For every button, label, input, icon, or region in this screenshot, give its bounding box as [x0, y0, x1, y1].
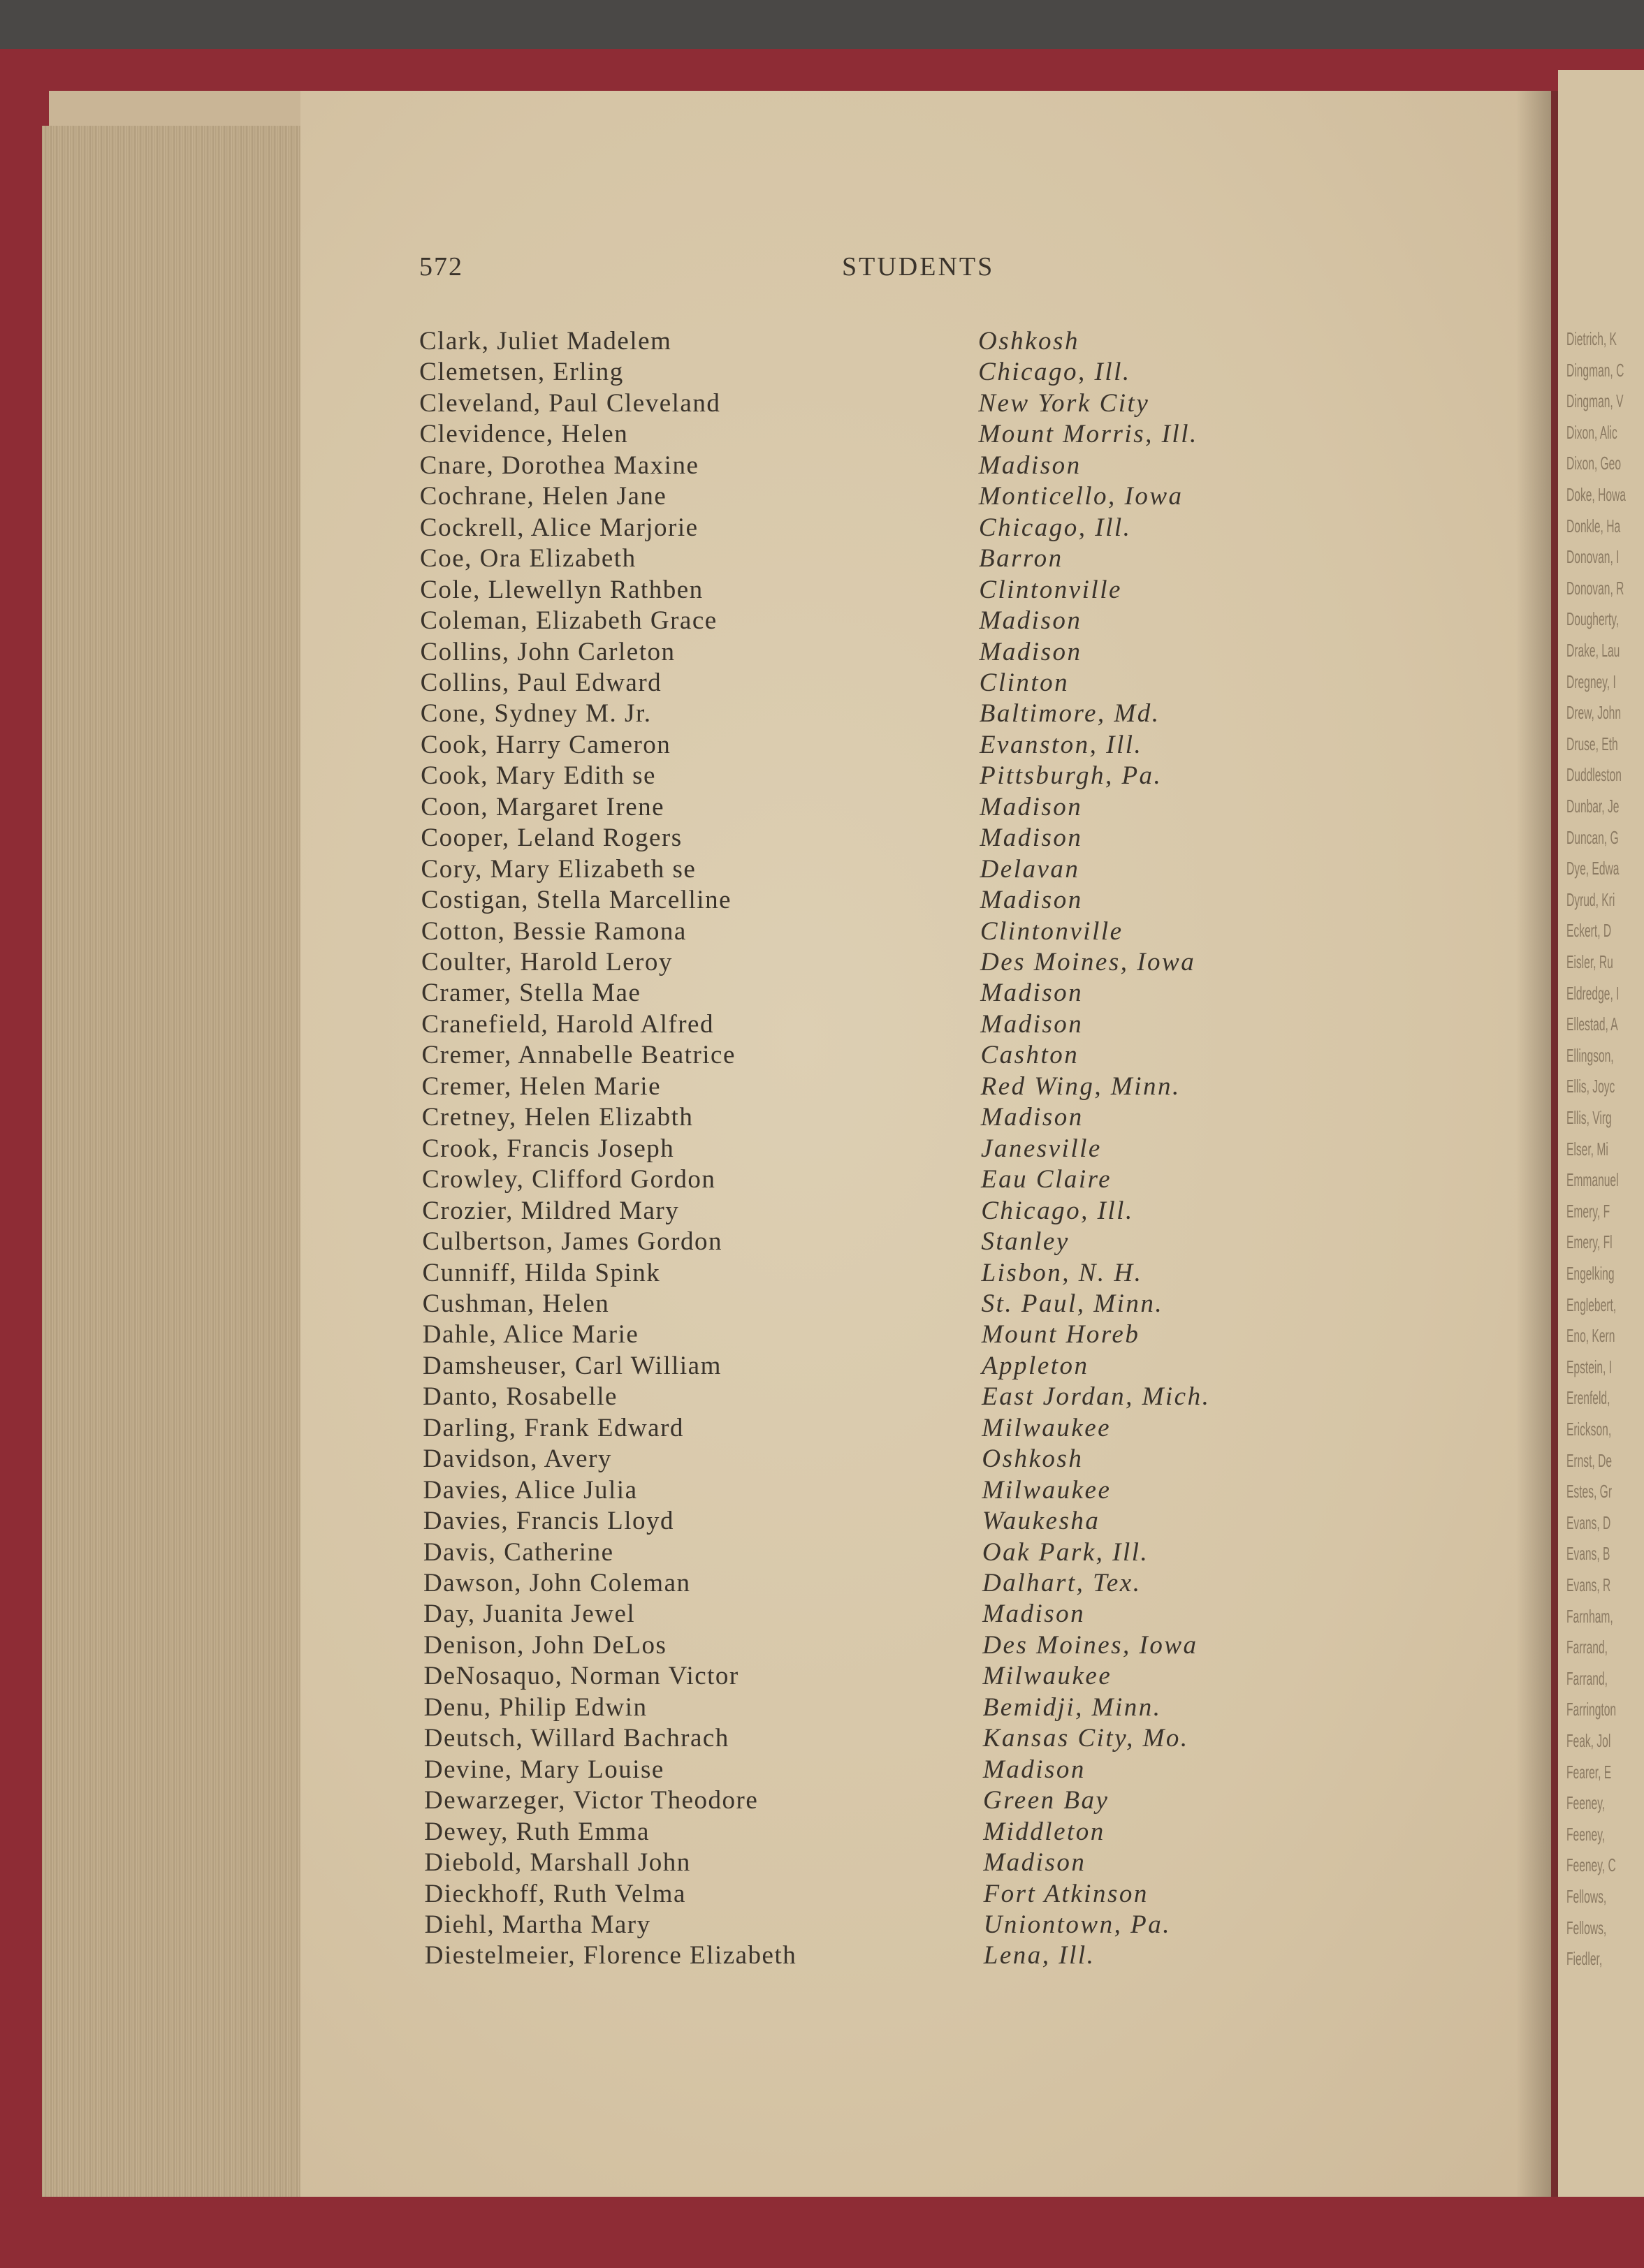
- student-name: Diestelmeier, Florence Elizabeth: [424, 1941, 797, 1970]
- facing-page-line: Epstein, I: [1566, 1356, 1613, 1377]
- student-name: Deutsch, Willard Bachrach: [423, 1724, 729, 1753]
- student-name: Damsheuser, Carl William: [422, 1351, 722, 1380]
- gutter-shadow: [1516, 91, 1558, 2197]
- student-name: Dieckhoff, Ruth Velma: [424, 1879, 686, 1908]
- facing-page-line: Doke, Howa: [1566, 484, 1626, 505]
- student-hometown: Madison: [982, 1600, 1086, 1629]
- student-hometown: Mount Morris, Ill.: [978, 420, 1198, 449]
- student-name: Cook, Harry Cameron: [420, 730, 671, 759]
- facing-page-line: Emery, Fl: [1566, 1231, 1613, 1253]
- student-hometown: Madison: [980, 824, 1083, 853]
- student-name: Crozier, Mildred Mary: [422, 1196, 680, 1225]
- facing-page-line: Farrington: [1566, 1699, 1617, 1720]
- page-edges: [42, 126, 302, 2197]
- student-name: Devine, Mary Louise: [423, 1755, 664, 1784]
- student-name: Cockrell, Alice Marjorie: [419, 513, 699, 542]
- facing-page-line: Estes, Gr: [1566, 1481, 1613, 1502]
- student-hometown: Eau Claire: [981, 1165, 1112, 1194]
- student-name: Cushman, Helen: [422, 1289, 610, 1318]
- facing-page-line: Elser, Mi: [1566, 1138, 1608, 1159]
- student-hometown: Oak Park, Ill.: [982, 1537, 1149, 1567]
- facing-page-line: Eckert, D: [1566, 920, 1612, 942]
- facing-page-line: Dingman, C: [1566, 359, 1624, 381]
- facing-page-line: Farrand,: [1566, 1637, 1608, 1658]
- student-name: Cochrane, Helen Jane: [419, 482, 667, 511]
- facing-page-line: Evans, D: [1566, 1512, 1611, 1533]
- facing-page-line: Duddleston: [1566, 764, 1622, 786]
- student-hometown: Chicago, Ill.: [978, 513, 1132, 542]
- student-name: Denison, John DeLos: [423, 1630, 667, 1660]
- student-hometown: Milwaukee: [982, 1662, 1112, 1691]
- student-hometown: Madison: [979, 637, 1082, 666]
- student-hometown: Appleton: [981, 1351, 1089, 1380]
- facing-page-line: Englebert,: [1566, 1294, 1617, 1315]
- student-name: Denu, Philip Edwin: [423, 1692, 648, 1722]
- student-hometown: St. Paul, Minn.: [981, 1289, 1164, 1318]
- facing-page-line: Emmanuel: [1566, 1169, 1619, 1191]
- student-name: Crowley, Clifford Gordon: [422, 1165, 716, 1194]
- student-hometown: Milwaukee: [982, 1475, 1112, 1505]
- student-hometown: Lena, Ill.: [983, 1941, 1096, 1970]
- student-name: Cremer, Helen Marie: [421, 1071, 661, 1101]
- student-name: DeNosaquo, Norman Victor: [423, 1662, 739, 1691]
- facing-page-fragment: [1558, 70, 1644, 2197]
- student-name: Coon, Margaret Irene: [421, 792, 665, 821]
- facing-page-line: Eno, Kern: [1566, 1325, 1615, 1347]
- facing-page-line: Fellows,: [1566, 1917, 1607, 1938]
- student-hometown: Janesville: [980, 1134, 1102, 1163]
- facing-page-line: Farnham,: [1566, 1605, 1613, 1627]
- facing-page-line: Feeney,: [1566, 1823, 1606, 1845]
- page-number: 572: [419, 252, 463, 281]
- student-name: Cramer, Stella Mae: [421, 979, 641, 1008]
- student-name: Cranefield, Harold Alfred: [421, 1009, 714, 1039]
- student-name: Crook, Francis Joseph: [421, 1134, 675, 1163]
- student-hometown: Milwaukee: [982, 1413, 1112, 1442]
- student-hometown: Clintonville: [979, 575, 1122, 604]
- student-name: Day, Juanita Jewel: [423, 1600, 636, 1629]
- student-name: Culbertson, James Gordon: [422, 1227, 722, 1257]
- student-name: Dewey, Ruth Emma: [424, 1817, 650, 1846]
- facing-page-line: Dixon, Geo: [1566, 453, 1622, 474]
- student-name: Diehl, Martha Mary: [424, 1910, 651, 1939]
- student-hometown: Fort Atkinson: [983, 1879, 1149, 1908]
- facing-page-line: Engelking: [1566, 1263, 1615, 1284]
- facing-page-line: Ellestad, A: [1566, 1014, 1618, 1035]
- student-name: Cook, Mary Edith se: [421, 761, 656, 791]
- student-name: Coleman, Elizabeth Grace: [420, 606, 718, 636]
- student-name: Costigan, Stella Marcelline: [421, 886, 732, 915]
- student-name: Cotton, Bessie Ramona: [421, 916, 687, 946]
- student-hometown: Pittsburgh, Pa.: [980, 761, 1163, 791]
- facing-page-line: Donkle, Ha: [1566, 515, 1621, 536]
- facing-page-line: Ellis, Joyc: [1566, 1076, 1615, 1097]
- facing-page-line: Feak, Jol: [1566, 1730, 1611, 1751]
- student-name: Dewarzeger, Victor Theodore: [424, 1786, 759, 1815]
- facing-page-line: Farrand,: [1566, 1667, 1608, 1689]
- student-name: Diebold, Marshall John: [424, 1848, 691, 1878]
- facing-page-line: Erenfeld,: [1566, 1387, 1610, 1409]
- facing-page-line: Dregney, I: [1566, 671, 1616, 692]
- student-name: Clemetsen, Erling: [419, 358, 624, 387]
- student-hometown: Uniontown, Pa.: [983, 1910, 1171, 1939]
- student-hometown: Madison: [983, 1848, 1086, 1878]
- student-name: Dawson, John Coleman: [423, 1569, 691, 1597]
- facing-page-line: Emery, F: [1566, 1200, 1610, 1222]
- student-hometown: Clinton: [979, 668, 1070, 697]
- student-hometown: Madison: [982, 1755, 1086, 1784]
- facing-page-line: Fearer, E: [1566, 1761, 1612, 1783]
- student-hometown: Middleton: [983, 1817, 1105, 1846]
- page-title: STUDENTS: [842, 252, 995, 281]
- student-name: Davis, Catherine: [423, 1537, 614, 1567]
- facing-page-line: Druse, Eth: [1566, 733, 1618, 754]
- facing-page-line: Drew, John: [1566, 702, 1622, 724]
- facing-page-line: Fiedler,: [1566, 1948, 1603, 1970]
- student-hometown: Bemidji, Minn.: [982, 1692, 1162, 1722]
- student-hometown: Monticello, Iowa: [978, 482, 1184, 511]
- student-name: Cretney, Helen Elizabth: [421, 1103, 694, 1132]
- facing-page-line: Dye, Edwa: [1566, 858, 1620, 879]
- student-hometown: Oshkosh: [978, 327, 1079, 356]
- student-hometown: Dalhart, Tex.: [982, 1569, 1142, 1597]
- student-name: Cremer, Annabelle Beatrice: [421, 1041, 736, 1070]
- student-hometown: Lisbon, N. H.: [981, 1258, 1143, 1287]
- student-hometown: New York City: [978, 388, 1150, 418]
- student-name: Collins, Paul Edward: [420, 668, 662, 697]
- facing-page-line: Feeney,: [1566, 1792, 1606, 1814]
- student-hometown: Delavan: [980, 854, 1080, 884]
- student-name: Coe, Ora Elizabeth: [420, 544, 636, 573]
- student-name: Cone, Sydney M. Jr.: [420, 699, 652, 729]
- facing-page-line: Eldredge, I: [1566, 982, 1620, 1004]
- facing-page-line: Dyrud, Kri: [1566, 888, 1615, 910]
- student-hometown: Green Bay: [983, 1786, 1110, 1815]
- facing-page-line: Feeney, C: [1566, 1854, 1616, 1876]
- student-hometown: Baltimore, Md.: [979, 699, 1161, 729]
- facing-page-line: Evans, B: [1566, 1543, 1610, 1565]
- student-name: Davies, Francis Lloyd: [423, 1507, 674, 1536]
- student-hometown: Stanley: [981, 1227, 1070, 1257]
- facing-page-line: Erickson,: [1566, 1419, 1612, 1440]
- facing-page-line: Ellingson,: [1566, 1044, 1614, 1066]
- student-hometown: Des Moines, Iowa: [982, 1630, 1198, 1660]
- student-hometown: Oshkosh: [982, 1444, 1084, 1474]
- facing-page-line: Donovan, R: [1566, 577, 1624, 599]
- student-name: Darling, Frank Edward: [423, 1413, 684, 1442]
- student-hometown: Madison: [980, 886, 1083, 915]
- facing-page-line: Dixon, Alic: [1566, 421, 1617, 443]
- student-hometown: Madison: [980, 979, 1084, 1008]
- student-name: Cleveland, Paul Cleveland: [419, 388, 721, 418]
- student-hometown: Madison: [980, 1009, 1084, 1039]
- student-hometown: Madison: [980, 792, 1083, 821]
- student-hometown: Madison: [980, 1103, 1084, 1132]
- student-hometown: Waukesha: [982, 1507, 1100, 1536]
- student-hometown: Madison: [978, 451, 1082, 480]
- facing-page-line: Dietrich, K: [1566, 328, 1617, 349]
- student-name: Cole, Llewellyn Rathben: [420, 575, 704, 604]
- facing-page-line: Dougherty,: [1566, 608, 1620, 630]
- student-hometown: Des Moines, Iowa: [980, 948, 1196, 976]
- student-hometown: Chicago, Ill.: [978, 358, 1131, 387]
- facing-page-line: Duncan, G: [1566, 826, 1619, 848]
- student-name: Cunniff, Hilda Spink: [422, 1258, 661, 1287]
- student-hometown: Cashton: [980, 1041, 1079, 1070]
- facing-page-line: Drake, Lau: [1566, 640, 1620, 661]
- student-name: Cooper, Leland Rogers: [421, 824, 683, 853]
- facing-page-line: Dunbar, Je: [1566, 796, 1620, 817]
- student-hometown: Mount Horeb: [981, 1320, 1140, 1349]
- student-hometown: Madison: [979, 606, 1082, 636]
- student-hometown: Evanston, Ill.: [979, 730, 1143, 759]
- facing-page-line: Evans, R: [1566, 1574, 1611, 1595]
- student-name: Davidson, Avery: [423, 1444, 612, 1474]
- student-name: Clevidence, Helen: [419, 420, 629, 449]
- facing-page-line: Dingman, V: [1566, 390, 1624, 412]
- student-hometown: Red Wing, Minn.: [980, 1071, 1181, 1101]
- facing-page-line: Ellis, Virg: [1566, 1107, 1612, 1128]
- student-name: Collins, John Carleton: [420, 637, 676, 666]
- student-hometown: East Jordan, Mich.: [982, 1382, 1211, 1412]
- student-hometown: Barron: [979, 544, 1063, 573]
- student-name: Clark, Juliet Madelem: [419, 327, 672, 356]
- facing-page-line: Ernst, De: [1566, 1449, 1613, 1471]
- student-name: Coulter, Harold Leroy: [421, 948, 673, 976]
- student-name: Cnare, Dorothea Maxine: [419, 451, 699, 480]
- student-name: Cory, Mary Elizabeth se: [421, 854, 697, 884]
- student-hometown: Kansas City, Mo.: [982, 1724, 1189, 1753]
- facing-page-line: Fellows,: [1566, 1886, 1607, 1907]
- student-name: Danto, Rosabelle: [423, 1382, 618, 1412]
- student-name: Davies, Alice Julia: [423, 1475, 638, 1505]
- student-name: Dahle, Alice Marie: [422, 1320, 639, 1349]
- facing-page-line: Eisler, Ru: [1566, 951, 1613, 972]
- student-hometown: Chicago, Ill.: [981, 1196, 1134, 1225]
- facing-page-line: Donovan, I: [1566, 546, 1620, 568]
- student-hometown: Clintonville: [980, 916, 1123, 946]
